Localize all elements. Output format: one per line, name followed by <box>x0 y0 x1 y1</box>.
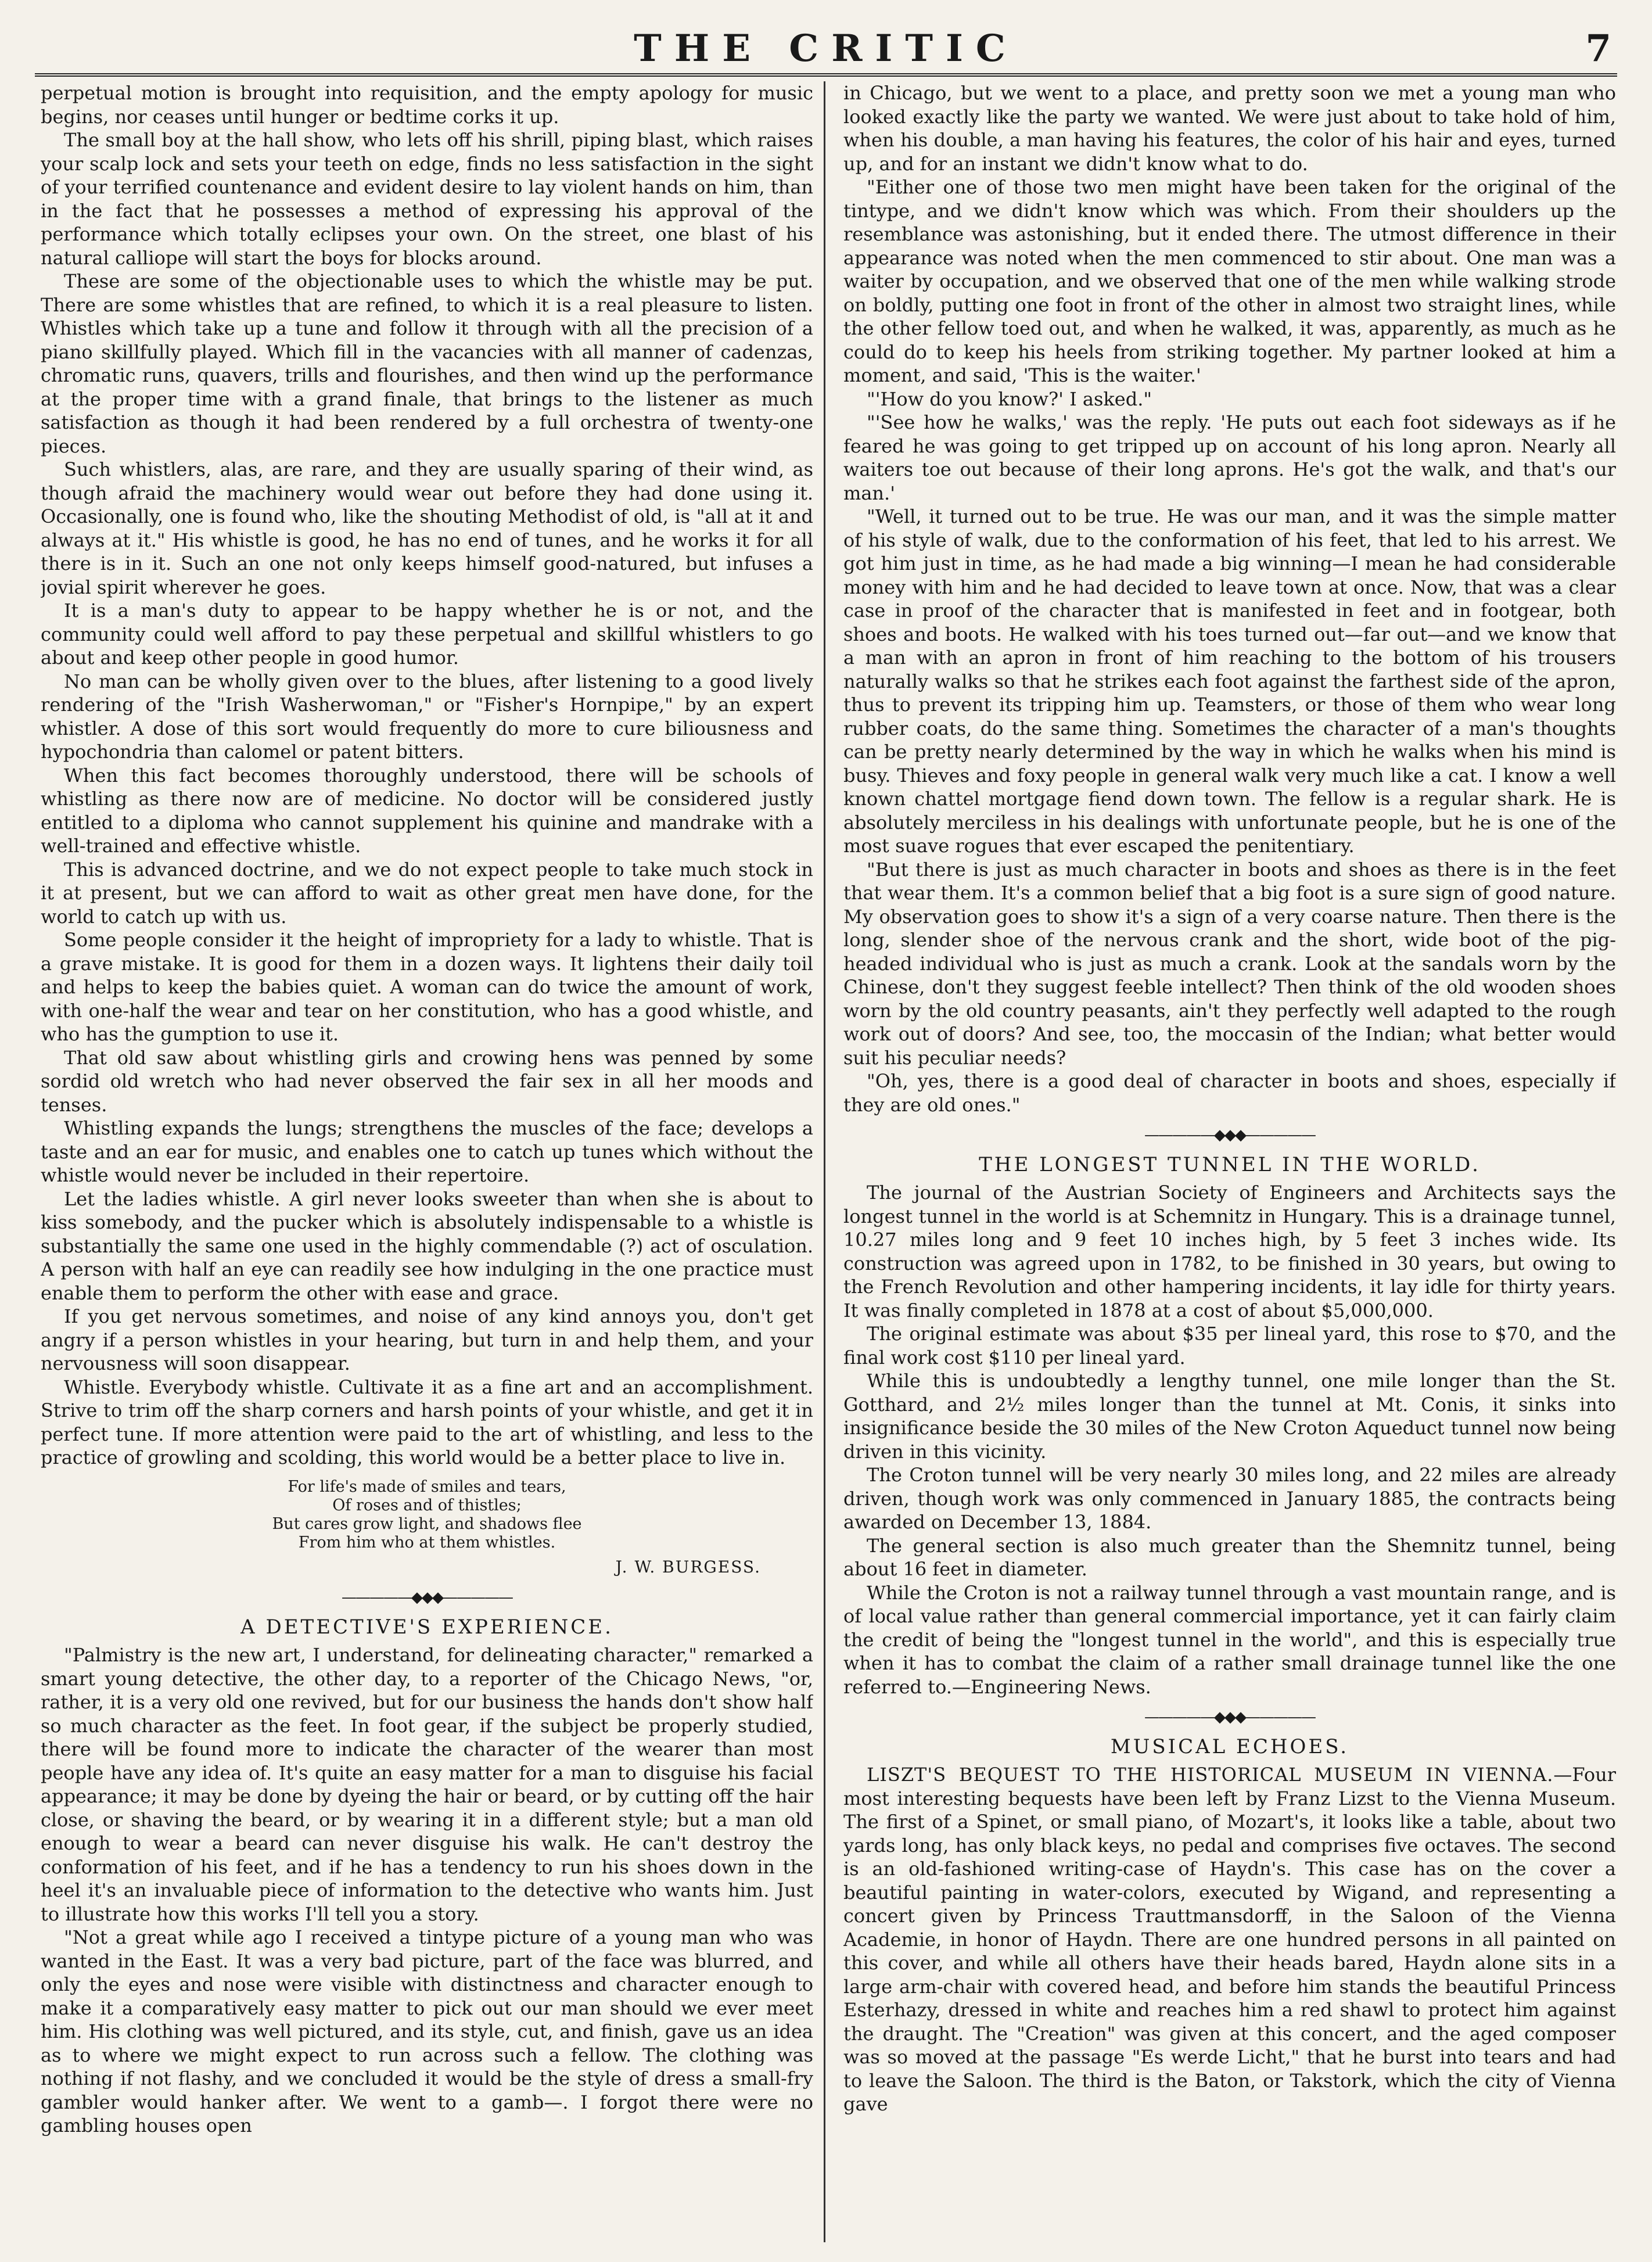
section-rule: —————◆◆◆————— <box>342 1589 512 1606</box>
article-heading-detective: A DETECTIVE'S EXPERIENCE. <box>240 1615 613 1639</box>
masthead-title: THE CRITIC <box>634 27 1018 70</box>
paragraph: "Not a great while ago I received a tintype picture of a young man who was wanted in the East. It was a very bad picture, part of the face was blurred, and only the eyes and nose were visible with distinctness and character enough to make it a comparatively easy matter to pick out our man should we ever meet him. His clothing was well pictured, and its style, cut, and finish, gave us an idea as to where we might expect to run across such a fellow. The clothing was nothing if not flashy, and we concluded it would be the style of dress a small-fry gambler would hanker after. We went to a gamb—. I forgot there were no gambling houses open <box>41 1926 813 2137</box>
paragraph: "'How do you know?' I asked." <box>867 387 1152 410</box>
paragraph: Let the ladies whistle. A girl never looks sweeter than when she is about to kiss somebody, and the pucker which is absolutely indispensable to a whistle is substantially the same one used in the highly commendable (?) act of osculation. A person with half an eye can readily see how indulging in the one practice must enable them to perform the other with ease and grace. <box>41 1187 813 1304</box>
poem-line: Of roses and of thistles; <box>332 1496 522 1514</box>
paragraph: Such whistlers, alas, are rare, and they are usually sparing of their wind, as though afraid the machinery would wear out before they had done using it. Occasionally, one is found who, like the shouting Methodist of old, is "all at it and always at it." His whistle is good, he has no end of tunes, and he works it for all there is in it. Such an one not only keeps himself good-natured, but infuses a jovial spirit wherever he goes. <box>41 458 813 598</box>
paragraph: It is a man's duty to appear to be happy whether he is or not, and the community could well afford to pay these perpetual and skillful whistlers to go about and keep other people in good humor. <box>41 599 813 669</box>
paragraph: The general section is also much greater than the Shemnitz tunnel, being about 16 feet in diameter. <box>843 1534 1616 1580</box>
poem-line: For life's made of smiles and tears, <box>288 1477 566 1496</box>
section-rule: —————◆◆◆————— <box>1144 1126 1315 1144</box>
paragraph: That old saw about whistling girls and crowing hens was penned by some sordid old wretch who had never observed the fair sex in all her moods and tenses. <box>41 1046 813 1116</box>
paragraph <box>843 1763 1616 2116</box>
column-divider <box>824 81 825 2242</box>
paragraph: "Well, it turned out to be true. He was our man, and it was the simple matter of his style of walk, due to the conformation of his feet, that led to his arrest. We got him just in time, as he had made a big winning—I mean he had considerable money with him and he had decided to leave town at once. Now, that was a clear case in proof of the character that is manifested in feet and in footgear, both shoes and boots. He walked with his toes turned out—far out—and we know that a man with an apron in front of him reaching to the bottom of his trousers naturally walks so that he strikes each foot against the farthest side of the apron, thus to prevent its tripping him up. Teamsters, or those of them who wear long rubber coats, do the same thing. Sometimes the character of a man's thoughts can be pretty nearly determined by the way in which he walks when his mind is busy. Thieves and foxy people in general walk very much like a cat. I know a well known chattel mortgage fiend down town. The fellow is a regular shark. He is absolutely merciless in his dealings with unfortunate people, but he is one of the most suave rogues that ever escaped the penitentiary. <box>843 505 1616 857</box>
paragraph: perpetual motion is brought into requisition, and the empty apology for music begins, nor ceases until hunger or bedtime corks it up. <box>41 82 813 128</box>
paragraph: The small boy at the hall show, who lets off his shrill, piping blast, which raises your scalp lock and sets your teeth on edge, finds no less satisfaction in the sight of your terrified countenance and evident desire to lay violent hands on him, than in the fact that he possesses a method of expressing his approval of the performance which totally eclipses your own. On the street, one blast of his natural calliope will start the boys for blocks around. <box>41 129 813 269</box>
section-rule: —————◆◆◆————— <box>1144 1708 1315 1726</box>
poem-line: From him who at them whistles. <box>298 1533 556 1552</box>
paragraph: "But there is just as much character in boots and shoes as there is in the feet that wear them. It's a common belief that a big foot is a sure sign of good nature. My observation goes to show it's a sign of a very coarse nature. Then there is the long, slender shoe of the nervous crank and the short, wide boot of the pig-headed individual who is just as much a crank. Look at the sandals worn by the Chinese, don't they suggest feeble intellect? Then think of the old wooden shoes worn by the old country peasants, ain't they perfectly well adapted to the rough work out of doors? And see, too, the moccasin of the Indian; what better would suit his peculiar needs? <box>843 858 1616 1069</box>
paragraph: While this is undoubtedly a lengthy tunnel, one mile longer than the St. Gotthard, and 2½ miles longer than the tunnel at Mt. Conis, it sinks into insignificance beside the 30 miles of the New Croton Aqueduct tunnel now being driven in this vicinity. <box>843 1370 1616 1463</box>
paragraph: "Either one of those two men might have been taken for the original of the tintype, and we didn't know which was which. From their shoulders up the resemblance was astonishing, but it ended there. The utmost difference in their appearance was noted when the men commenced to stir about. One man was a waiter by occupation, and we observed that one of the men while walking strode on boldly, putting one foot in front of the other in almost two straight lines, while the other fellow toed out, and when he walked, it was, apparently, as much as he could do to keep his heels from striking together. My partner looked at him a moment, and said, 'This is the waiter.' <box>843 176 1616 386</box>
article-heading-tunnel: THE LONGEST TUNNEL IN THE WORLD. <box>979 1152 1481 1176</box>
author-signature: J. W. BURGESS. <box>615 1557 761 1577</box>
page-number: 7 <box>1585 27 1611 70</box>
paragraph: These are some of the objectionable uses to which the whistle may be put. There are some whistles that are refined, to which it is a real pleasure to listen. Whistles which take up a tune and follow it through with all the precision of a piano skillfully played. Which fill in the vacancies with all manner of cadenzas, chromatic runs, quavers, trills and flourishes, and then wind up the performance at the proper time with a grand finale, that brings to the listener as much satisfaction as though it had been rendered by a full orchestra of twenty-one pieces. <box>41 270 813 457</box>
poem-line: But cares grow light, and shadows flee <box>272 1514 582 1533</box>
paragraph: The Croton tunnel will be very nearly 30 miles long, and 22 miles are already driven, though work was only commenced in January 1885, the contracts being awarded on December 13, 1884. <box>843 1464 1616 1533</box>
paragraph: The original estimate was about $35 per lineal yard, this rose to $70, and the final work cost $110 per lineal yard. <box>843 1323 1616 1369</box>
paragraph: Whistle. Everybody whistle. Cultivate it as a fine art and an accomplishment. Strive to trim off the sharp corners and harsh points of your whistle, and get it in perfect tune. If more attention were paid to the art of whistling, and less to the practice of growling and scolding, this world would be a better place to live in. <box>41 1376 813 1468</box>
paragraph: If you get nervous sometimes, and noise of any kind annoys you, don't get angry if a person whistles in your hearing, but turn in and help them, and your nervousness will soon disappear. <box>41 1305 813 1374</box>
article-heading-musical: MUSICAL ECHOES. <box>1110 1735 1349 1758</box>
right-column <box>843 81 1616 2242</box>
poem <box>41 1478 813 1552</box>
paragraph: "Oh, yes, there is a good deal of character in boots and shoes, especially if they are old ones." <box>843 1070 1616 1116</box>
paragraph: "'See how he walks,' was the reply. 'He puts out each foot sideways as if he feared he was going to get tripped up on account of his long apron. Nearly all waiters toe out because of their long aprons. He's got the walk, and that's our man.' <box>843 411 1616 504</box>
paragraph: "Palmistry is the new art, I understand, for delineating character," remarked a smart young detective, the other day, to a reporter of the Chicago News, "or, rather, it is a very old one revived, but for our business the hands don't show half so much character as the feet. In foot gear, if the subject be properly studied, there will be found more to indicate the character of the wearer than most people have any idea of. It's quite an easy matter for a man to disguise his facial appearance; it may be done by dyeing the hair or beard, or by cutting off the hair close, or shaving the beard, or by wearing it in a different style; but a man old enough to wear a beard can never disguise his walk. He can't destroy the conformation of his feet, and if he has a tendency to run his shoes down in the heel it's an invaluable piece of information to the detective who wants him. Just to illustrate how this works I'll tell you a story. <box>41 1644 813 1925</box>
paragraph: in Chicago, but we went to a place, and pretty soon we met a young man who looked exactly like the party we wanted. We were just about to take hold of him, when his double, a man having his features, the color of his hair and eyes, turned up, and for an instant we didn't know what to do. <box>843 82 1616 175</box>
musical-lead: LISZT'S BEQUEST TO THE HISTORICAL MUSEUM IN VIENNA. <box>867 1764 1554 1786</box>
paragraph: Some people consider it the height of impropriety for a lady to whistle. That is a grave mistake. It is good for them in a dozen ways. It lightens their daily toil and helps to keep the babies quiet. A woman can do twice the amount of work, with one-half the wear and tear on her constitution, who has a good whistle, and who has the gumption to use it. <box>41 929 813 1045</box>
paragraph: While the Croton is not a railway tunnel through a vast mountain range, and is of local value rather than general commercial importance, yet it can fairly claim the credit of being the "longest tunnel in the world", and this is especially true when it has to combat the claim of a rather small drainage tunnel like the one referred to.—Engineering News. <box>843 1581 1616 1698</box>
paragraph: When this fact becomes thoroughly understood, there will be schools of whistling as there now are of medicine. No doctor will be considered justly entitled to a diploma who cannot supplement his quinine and mandrake with a well-trained and effective whistle. <box>41 764 813 857</box>
paragraph: The journal of the Austrian Society of Engineers and Architects says the longest tunnel in the world is at Schemnitz in Hungary. This is a drainage tunnel, 10.27 miles long and 9 feet 10 inches high, by 5 feet 3 inches wide. Its construction was agreed upon in 1782, to be finished in 30 years, but owing to the French Revolution and other hampering incidents, it lay idle for thirty years. It was finally completed in 1878 at a cost of about $5,000,000. <box>843 1182 1616 1322</box>
paragraph: This is advanced doctrine, and we do not expect people to take much stock in it at present, but we can afford to wait as other great men have done, for the world to catch up with us. <box>41 858 813 928</box>
left-column <box>41 81 813 2242</box>
paragraph: No man can be wholly given over to the blues, after listening to a good lively rendering of the "Irish Washerwoman," or "Fisher's Hornpipe," by an expert whistler. A dose of this sort would frequently do more to cure biliousness and hypochondria than calomel or patent bitters. <box>41 670 813 763</box>
musical-body: —Four most interesting bequests have been left by Franz Lizst to the Vienna Museum. The first of a Spinet, or small piano, of Mozart's, it looks like a table, about two yards long, has only black keys, no pedal and comprises five octaves. The second is an old-fashioned writing-case of Haydn's. This case has on the cover a beautiful painting in water-colors, executed by Wigand, and representing a concert given by Princess Trauttmansdorff, in the Saloon of the Vienna Academie, in honor of Haydn. There are one hundred persons in all painted on this cover, and while all others have their heads bared, Haydn alone sits in a large arm-chair with covered head, and before him stands the beautiful Princess Esterhazy, dressed in white and reaches him a red shawl to protect him against the draught. The "Creation" was given at this concert, and the aged composer was so moved at the passage "Es werde Licht," that he burst into tears and had to leave the Saloon. The third is the Baton, or Takstork, which the city of Vienna gave <box>843 1764 1616 2115</box>
masthead <box>35 22 1617 77</box>
paragraph: Whistling expands the lungs; strengthens the muscles of the face; develops a taste and an ear for music, and enables one to catch up tunes which without the whistle would never be included in their repertoire. <box>41 1117 813 1186</box>
